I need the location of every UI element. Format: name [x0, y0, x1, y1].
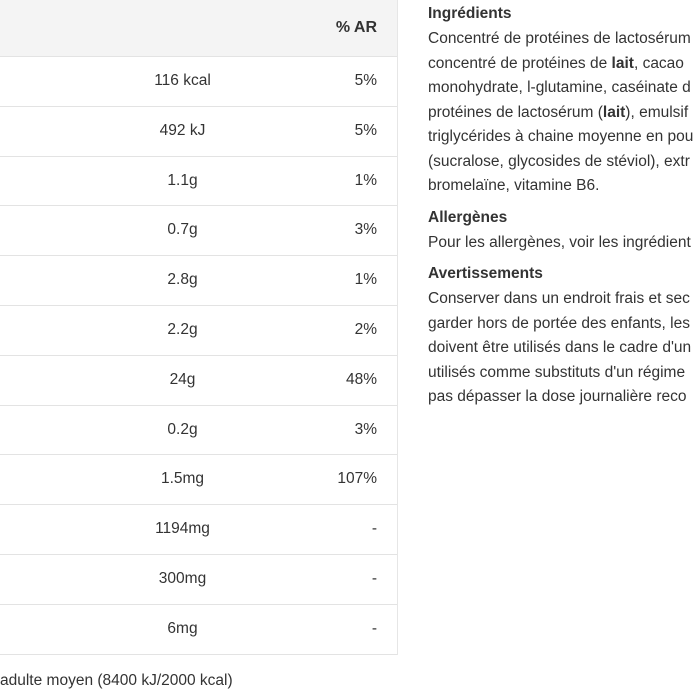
table-row — [0, 157, 397, 207]
ingredients-text: ), emulsif — [625, 103, 689, 121]
warnings-line: Conserver dans un endroit frais et sec — [428, 290, 690, 307]
ingredients-line: monohydrate, l-glutamine, caséinate d — [428, 79, 691, 96]
nutrient-value: 6mg — [167, 619, 198, 637]
warnings-line: doivent être utilisés dans le cadre d'un — [428, 339, 692, 356]
nutrient-value: 0.2g — [167, 420, 198, 438]
table-body — [0, 57, 397, 655]
table-row — [0, 505, 397, 555]
ingredients-text: protéines de lactosérum ( — [428, 103, 603, 121]
nutrient-ar: 2% — [354, 320, 377, 338]
table-row — [0, 256, 397, 306]
table-row — [0, 206, 397, 256]
nutrient-value: 1194mg — [155, 520, 210, 538]
warnings-line: garder hors de portée des enfants, les — [428, 314, 690, 332]
ingredients-line: Concentré de protéines de lactosérum — [428, 30, 691, 47]
product-info-panel — [428, 5, 700, 420]
nutrient-value: 1.5mg — [160, 470, 205, 488]
allergen-highlight: lait — [611, 54, 634, 72]
nutrient-value: 300mg — [158, 569, 207, 587]
ingredients-text: concentré de protéines de — [428, 54, 612, 72]
nutrient-ar: 1% — [354, 271, 377, 289]
warnings-section — [428, 265, 700, 410]
allergens-line: Pour les allergènes, voir les ingrédient — [428, 233, 691, 251]
table-row — [0, 555, 397, 605]
ingredients-line — [428, 101, 700, 126]
header-ar-column: % AR — [335, 19, 377, 36]
nutrient-ar: 3% — [354, 420, 377, 438]
nutrient-ar: 107% — [337, 470, 377, 488]
nutrient-value: 24g — [169, 370, 196, 388]
allergen-highlight: lait — [602, 103, 626, 121]
table-header — [0, 0, 397, 57]
ingredients-line: (sucralose, glycosides de stéviol), extr — [428, 152, 690, 170]
ingredients-section — [428, 5, 700, 199]
warnings-title: Avertissements — [428, 265, 543, 282]
nutrient-ar: 3% — [354, 221, 377, 239]
table-row — [0, 306, 397, 356]
table-footnote: adulte moyen (8400 kJ/2000 kcal) — [0, 672, 233, 689]
ingredients-line: bromelaïne, vitamine B6. — [428, 177, 600, 194]
table-row — [0, 605, 397, 655]
nutrient-value: 492 kJ — [159, 121, 206, 139]
nutrient-ar: 1% — [354, 171, 377, 189]
ingredients-text: , cacao — [633, 54, 684, 72]
allergens-title: Allergènes — [428, 208, 508, 226]
nutrient-value: 2.2g — [167, 320, 198, 338]
ingredients-line: triglycérides à chaine moyenne en pou — [428, 128, 694, 145]
ingredients-title: Ingrédients — [428, 5, 512, 22]
nutrient-ar: - — [371, 619, 377, 637]
allergens-section — [428, 209, 700, 256]
table-row — [0, 107, 397, 157]
nutrient-ar: - — [371, 520, 377, 538]
nutrient-value: 116 kcal — [154, 72, 211, 89]
table-row — [0, 356, 397, 406]
warnings-line: utilisés comme substituts d'un régime — [428, 363, 686, 381]
nutrient-value: 1.1g — [167, 171, 198, 189]
nutrient-ar: 5% — [354, 72, 377, 89]
nutrient-ar: 48% — [345, 370, 377, 388]
warnings-line: pas dépasser la dose journalière reco — [428, 388, 687, 405]
table-row — [0, 57, 397, 107]
ingredients-line — [428, 52, 700, 77]
table-row — [0, 406, 397, 456]
nutrient-value: 0.7g — [167, 221, 198, 239]
nutrient-ar: 5% — [354, 121, 377, 139]
nutrient-value: 2.8g — [167, 271, 198, 289]
nutrient-ar: - — [371, 569, 377, 587]
table-row — [0, 455, 397, 505]
